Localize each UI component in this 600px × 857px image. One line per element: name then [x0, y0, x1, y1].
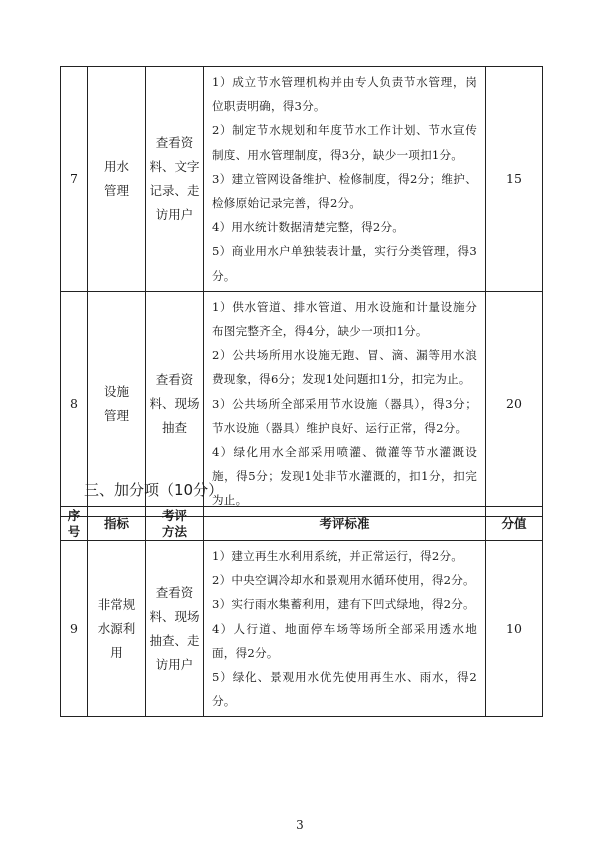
- method-line: 抽查、走: [149, 632, 200, 648]
- criteria-item: 5）商业用水户单独装表计量，实行分类管理，得3分。: [212, 244, 477, 283]
- criteria-cell: [204, 541, 486, 717]
- row-number: 8: [61, 291, 88, 516]
- method-line: 查看资: [155, 134, 194, 150]
- criteria-item: 1）成立节水管理机构并由专人负责节水管理，岗位职责明确，得3分。: [212, 75, 477, 114]
- indicator-line: 管理: [103, 182, 129, 198]
- criteria-item: 5）绿化、景观用水优先使用再生水、雨水，得2分。: [212, 670, 477, 709]
- criteria-item: 4）用水统计数据清楚完整，得2分。: [212, 220, 405, 235]
- table-row: [61, 67, 543, 292]
- table-header-row: [61, 507, 543, 541]
- criteria-item: 2）中央空调冷却水和景观用水循环使用，得2分。: [212, 573, 475, 588]
- method-cell: [146, 541, 204, 717]
- method-line: 料、文字: [149, 158, 200, 174]
- criteria-item: 3）实行雨水集蓄利用，建有下凹式绿地，得2分。: [212, 597, 475, 612]
- score-cell: 15: [486, 67, 543, 292]
- header-number: [61, 507, 88, 541]
- method-line: 抽查: [161, 419, 187, 435]
- header-score: 分值: [486, 507, 543, 541]
- indicator-line: 用水: [103, 158, 129, 174]
- score-cell: 10: [486, 541, 543, 717]
- score-cell: 20: [486, 291, 543, 516]
- criteria-cell: [204, 291, 486, 516]
- indicator-cell: [88, 541, 146, 717]
- table-row: [61, 541, 543, 717]
- row-number: 7: [61, 67, 88, 292]
- criteria-item: 4）人行道、地面停车场等场所全部采用透水地面，得2分。: [212, 621, 477, 660]
- criteria-item: 2）制定节水规划和年度节水工作计划、节水宣传制度、用水管理制度，得3分，缺少一项扣1分。: [212, 123, 477, 162]
- method-line: 访用户: [155, 656, 194, 672]
- criteria-item: 1）建立再生水利用系统，并正常运行，得2分。: [212, 549, 464, 563]
- criteria-cell: [204, 67, 486, 292]
- indicator-cell: [88, 67, 146, 292]
- header-line: 考评: [161, 507, 187, 523]
- header-criteria: 考评标准: [204, 507, 486, 541]
- criteria-item: 1）供水管道、排水管道、用水设施和计量设施分布图完整齐全，得4分，缺少一项扣1分。: [212, 299, 477, 339]
- criteria-item: 3）建立管网设备维护、检修制度，得2分；维护、检修原始记录完善，得2分。: [212, 171, 477, 211]
- method-cell: [146, 67, 204, 292]
- indicator-line: 用: [110, 644, 123, 660]
- evaluation-table-continued: [60, 66, 543, 517]
- header-line: 号: [67, 523, 81, 539]
- page-number: 3: [296, 818, 304, 832]
- header-indicator: 指标: [88, 507, 146, 541]
- method-line: 料、现场: [149, 395, 200, 411]
- method-line: 查看资: [155, 371, 194, 387]
- criteria-item: 3）公共场所全部采用节水设施（器具），得3分；节水设施（器具）维护良好、运行正常，得2分。: [212, 396, 477, 435]
- section-heading-bonus: 三、加分项（10分）: [84, 481, 224, 499]
- header-method: [146, 507, 204, 541]
- header-line: 序: [67, 507, 81, 523]
- criteria-item: 4）绿化用水全部采用喷灌、微灌等节水灌溉设施，得5分；发现1处非节水灌溉的，扣1分，扣完为止。: [212, 445, 477, 508]
- indicator-line: 非常规: [97, 596, 136, 612]
- indicator-line: 水源利: [97, 620, 136, 636]
- method-line: 料、现场: [149, 608, 200, 624]
- indicator-line: 设施: [103, 383, 129, 399]
- method-line: 访用户: [155, 206, 194, 222]
- indicator-line: 管理: [103, 407, 129, 423]
- method-line: 查看资: [155, 584, 194, 600]
- row-number: 9: [61, 541, 88, 717]
- bonus-evaluation-table: [60, 506, 543, 717]
- criteria-item: 2）公共场所用水设施无跑、冒、滴、漏等用水浪费现象，得6分；发现1处问题扣1分，扣完为止。: [212, 348, 477, 387]
- method-line: 记录、走: [149, 182, 200, 198]
- header-line: 方法: [161, 523, 187, 539]
